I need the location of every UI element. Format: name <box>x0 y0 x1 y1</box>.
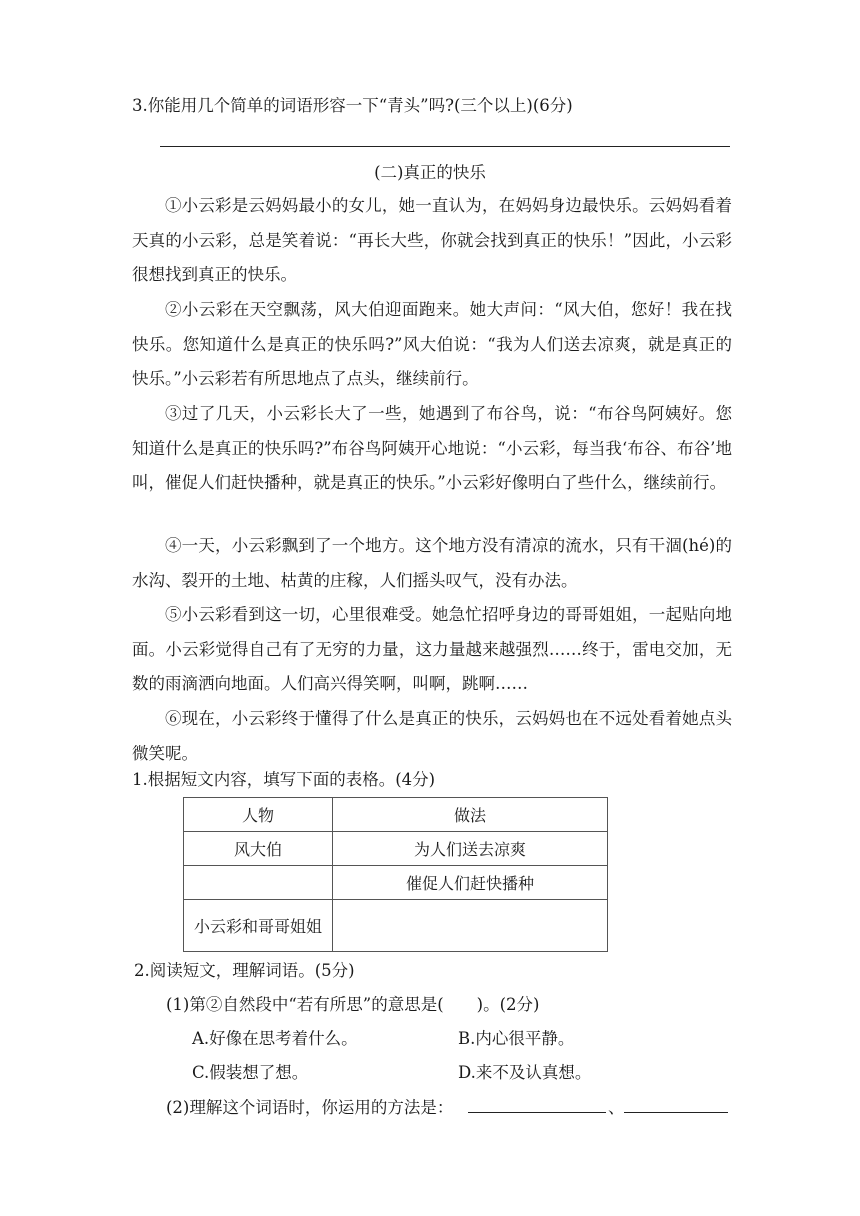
paragraph-3: ③过了几天，小云彩长大了一些，她遇到了布谷鸟，说：“布谷鸟阿姨好。您知道什么是真正的快乐吗?”布谷鸟阿姨开心地说：“小云彩，每当我‘布谷、布谷’地叫，催促人们赶快播种，就是真正的快乐。”小云彩好像明白了些什么，继续前行。 <box>132 404 732 492</box>
answer-line <box>160 146 730 147</box>
table-header-action: 做法 <box>333 798 608 832</box>
question-3: 3.你能用几个简单的词语形容一下“青头”吗?(三个以上)(6分) <box>132 96 573 115</box>
answer-table <box>183 797 608 952</box>
question-2: 2.阅读短文，理解词语。(5分) <box>134 961 355 980</box>
option-b[interactable]: B.内心很平静。 <box>458 1029 575 1048</box>
paragraph-5: ⑤小云彩看到这一切，心里很难受。她急忙招呼身边的哥哥姐姐，一起贴向地面。小云彩觉得自己有了无穷的力量，这力量越来越强烈……终于，雷电交加，无数的雨滴洒向地面。人们高兴得笑啊，叫啊，跳啊…… <box>132 605 732 693</box>
table-row <box>184 832 608 866</box>
table-row <box>184 866 608 900</box>
answer-blank-1[interactable] <box>468 1112 606 1113</box>
table-cell-person: 小云彩和哥哥姐姐 <box>184 900 333 952</box>
question-2-1: (1)第②自然段中“若有所思”的意思是( )。(2分) <box>166 995 540 1014</box>
paragraph-6: ⑥现在，小云彩终于懂得了什么是真正的快乐，云妈妈也在不远处看着她点头微笑呢。 <box>132 709 732 763</box>
paragraph-2: ②小云彩在天空飘荡，风大伯迎面跑来。她大声问：“风大伯，您好！我在找快乐。您知道什么是真正的快乐吗?”风大伯说：“我为人们送去凉爽，就是真正的快乐。”小云彩若有所思地点了点头，继续前行。 <box>132 300 732 388</box>
option-c[interactable]: C.假装想了想。 <box>192 1063 309 1082</box>
question-1: 1.根据短文内容，填写下面的表格。(4分) <box>132 770 436 789</box>
paragraph-1: ①小云彩是云妈妈最小的女儿，她一直认为，在妈妈身边最快乐。云妈妈看着天真的小云彩，总是笑着说：“再长大些，你就会找到真正的快乐！”因此，小云彩很想找到真正的快乐。 <box>132 196 732 284</box>
table-cell-action: 催促人们赶快播种 <box>333 866 608 900</box>
paragraph-4: ④一天，小云彩飘到了一个地方。这个地方没有清凉的流水，只有干涸(hé)的水沟、裂开的土地、枯黄的庄稼，人们摇头叹气，没有办法。 <box>132 536 732 590</box>
option-a[interactable]: A.好像在思考着什么。 <box>192 1029 358 1048</box>
question-2-2: (2)理解这个词语时，你运用的方法是： <box>166 1098 454 1117</box>
blank-separator: 、 <box>608 1098 625 1117</box>
section-title: (二)真正的快乐 <box>374 163 486 182</box>
table-cell-person-blank[interactable] <box>184 866 333 900</box>
option-d[interactable]: D.来不及认真想。 <box>458 1063 592 1082</box>
table-row <box>184 900 608 952</box>
table-cell-action-blank[interactable] <box>333 900 608 952</box>
table-cell-person: 风大伯 <box>184 832 333 866</box>
table-header-person: 人物 <box>184 798 333 832</box>
table-cell-action: 为人们送去凉爽 <box>333 832 608 866</box>
answer-blank-2[interactable] <box>624 1112 728 1113</box>
